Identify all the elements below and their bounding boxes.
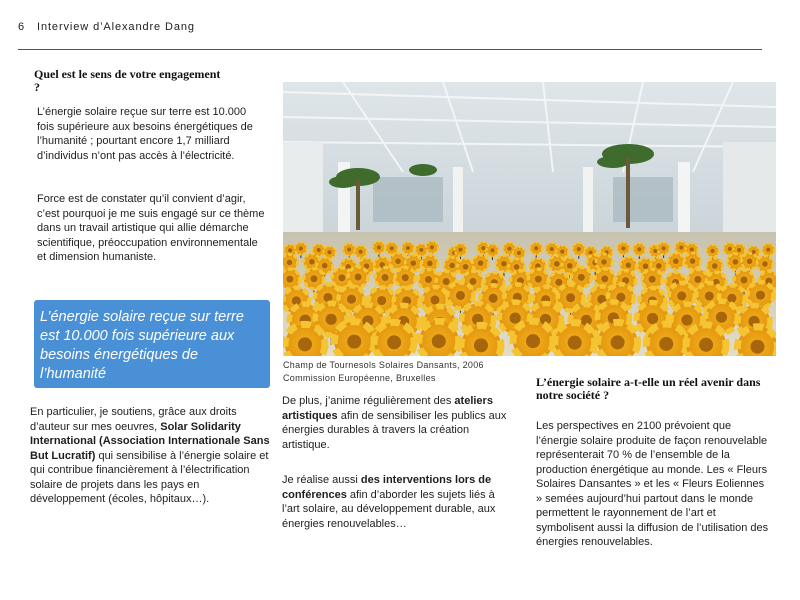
paragraph-engagement: Force est de constater qu’il convient d’agir, c’est pourquoi je me suis engagé sur ce thème dans un travail artistique qui allie démarche scientifique, préoccupation environnementale et dimension humaniste. bbox=[37, 193, 265, 263]
text-fragment: Je réalise aussi bbox=[282, 474, 361, 486]
page-number: 6 bbox=[18, 21, 26, 33]
photo-caption bbox=[283, 359, 513, 384]
conferences-highlight: des interventions lors de conférences bbox=[282, 474, 492, 501]
paragraph-solar-energy: L’énergie solaire reçue sur terre est 10.000 fois supérieure aux besoins énergétiques de l’humanité ; pourtant encore 1,7 milliard d’individus n’ont pas accès à l’électricité. bbox=[37, 106, 253, 162]
page-header bbox=[18, 21, 195, 33]
caption-line-2: Commission Européenne, Bruxelles bbox=[283, 372, 436, 383]
sunflower-field-photo bbox=[283, 82, 776, 356]
header-rule bbox=[18, 49, 762, 50]
text-fragment: afin de sensibiliser les publics aux énergies durables à travers la création artistique. bbox=[282, 409, 507, 451]
caption-line-1: Champ de Tournesols Solaires Dansants, 2006 bbox=[283, 360, 484, 370]
text-fragment: En particulier, je soutiens, grâce aux droits d’auteur sur mes oeuvres, bbox=[30, 406, 237, 433]
pull-quote-text: L’énergie solaire reçue sur terre est 10.000 fois supérieure aux besoins énergétiques de l’humanité bbox=[40, 309, 244, 382]
workshops-highlight: ateliers artistiques bbox=[282, 395, 493, 422]
question-engagement: Quel est le sens de votre engagement ? bbox=[34, 67, 221, 94]
paragraph-perspectives: Les perspectives en 2100 prévoient que l’énergie solaire produite de façon renouvelable représenterait 70 % de l’ensemble de la production énergétique au monde. Les « Fleurs Solaires Dansantes » et les « Fleurs Eoliennes » semées aujourd’hui partout dans le monde permettent le rayonnement de l’art et symbolisent aussi la diffusion de l’utilisation des énergies renouvelables. bbox=[536, 420, 769, 548]
paragraph-conferences bbox=[282, 473, 514, 531]
paragraph-workshops bbox=[282, 394, 514, 452]
solar-solidarity-name: Solar Solidarity International (Association Internationale Sans But Lucratif) bbox=[30, 420, 270, 462]
paragraph-solar-solidarity bbox=[30, 405, 270, 507]
text-fragment: qui sensibilise à l’énergie solaire et qui contribue financièrement à l’électrification solaire de projets dans les pays en développement (écoles, hôpitaux…). bbox=[30, 449, 269, 505]
text-fragment: De plus, j’anime régulièrement des bbox=[282, 395, 455, 407]
question-future: L’énergie solaire a-t-elle un réel avenir dans notre société ? bbox=[536, 375, 761, 402]
text-fragment: afin d’aborder les sujets liés à l’art solaire, au développement durable, aux énergies renouvelables… bbox=[282, 488, 496, 530]
header-title: Interview d’Alexandre Dang bbox=[37, 21, 195, 33]
